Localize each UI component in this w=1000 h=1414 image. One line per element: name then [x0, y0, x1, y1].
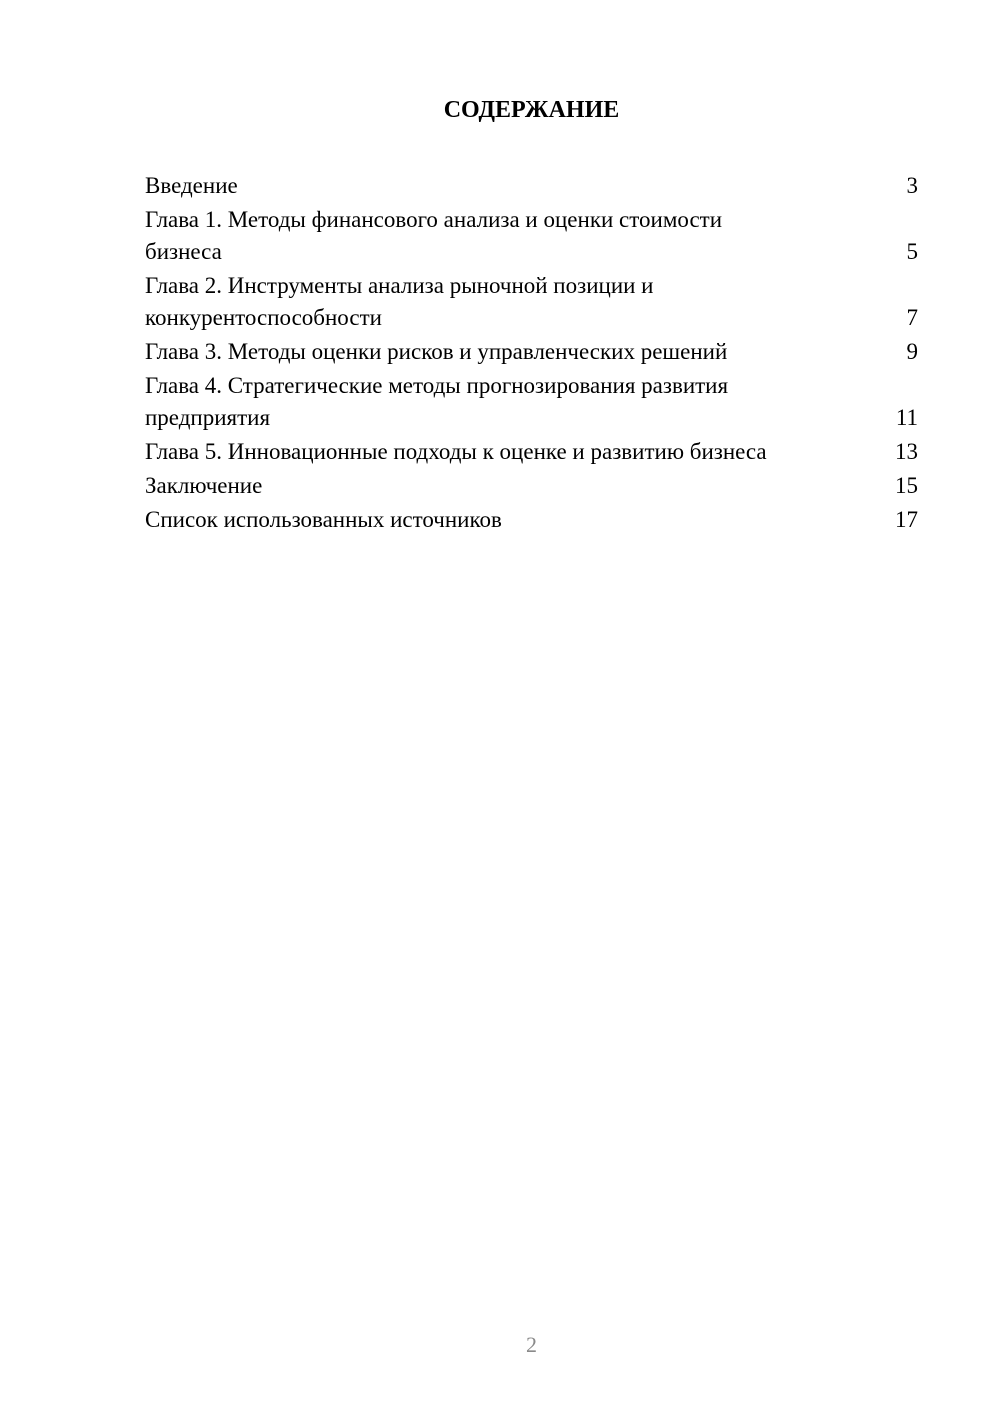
toc-entry: [145, 336, 918, 368]
toc-entry-page-number: 15: [895, 473, 918, 498]
toc-entry-line: Список использованных источников: [145, 507, 502, 532]
toc-entry: [145, 504, 918, 536]
toc-entry: [145, 370, 918, 434]
toc-entry: [145, 170, 918, 202]
page-number: 2: [526, 1332, 537, 1357]
toc-entry-line: конкурентоспособности: [145, 305, 382, 330]
toc-entry: [145, 270, 918, 334]
toc-entry-line: Глава 1. Методы финансового анализа и оценки стоимости: [145, 207, 723, 232]
toc-entry-line: Введение: [145, 173, 238, 198]
toc-entry-title: [145, 336, 895, 368]
toc-entry: [145, 204, 918, 268]
toc-entry: [145, 470, 918, 502]
toc-entry-title: [145, 470, 883, 502]
toc-entry-page-number: 9: [906, 339, 918, 364]
toc-entry-line: Глава 3. Методы оценки рисков и управленческих решений: [145, 339, 728, 364]
toc-entry-title: [145, 270, 895, 334]
toc-entry-title: [145, 436, 883, 468]
toc-entry-line: предприятия: [145, 405, 271, 430]
toc-entry-page-number: 17: [895, 507, 918, 532]
toc-entry-page-number: 3: [906, 173, 918, 198]
toc-entry-page-number: 7: [906, 305, 918, 330]
toc-entry-line: Заключение: [145, 473, 263, 498]
table-of-contents: [145, 170, 918, 536]
page-content: [145, 0, 918, 538]
toc-entry-title: [145, 504, 883, 536]
toc-entry-page-number: 11: [895, 405, 918, 430]
toc-entry-line: бизнеса: [145, 239, 222, 264]
toc-entry-title: [145, 204, 895, 268]
toc-entry-line: Глава 4. Стратегические методы прогнозирования развития: [145, 373, 729, 398]
toc-entry-title: [145, 370, 884, 434]
toc-entry-page-number: 13: [895, 439, 918, 464]
toc-entry-title: [145, 170, 895, 202]
toc-entry-line: Глава 2. Инструменты анализа рыночной позиции и: [145, 273, 654, 298]
toc-entry-page-number: 5: [906, 239, 918, 264]
toc-entry-line: Глава 5. Инновационные подходы к оценке и развитию бизнеса: [145, 439, 767, 464]
page-title: СОДЕРЖАНИЕ: [443, 97, 620, 123]
toc-entry: [145, 436, 918, 468]
